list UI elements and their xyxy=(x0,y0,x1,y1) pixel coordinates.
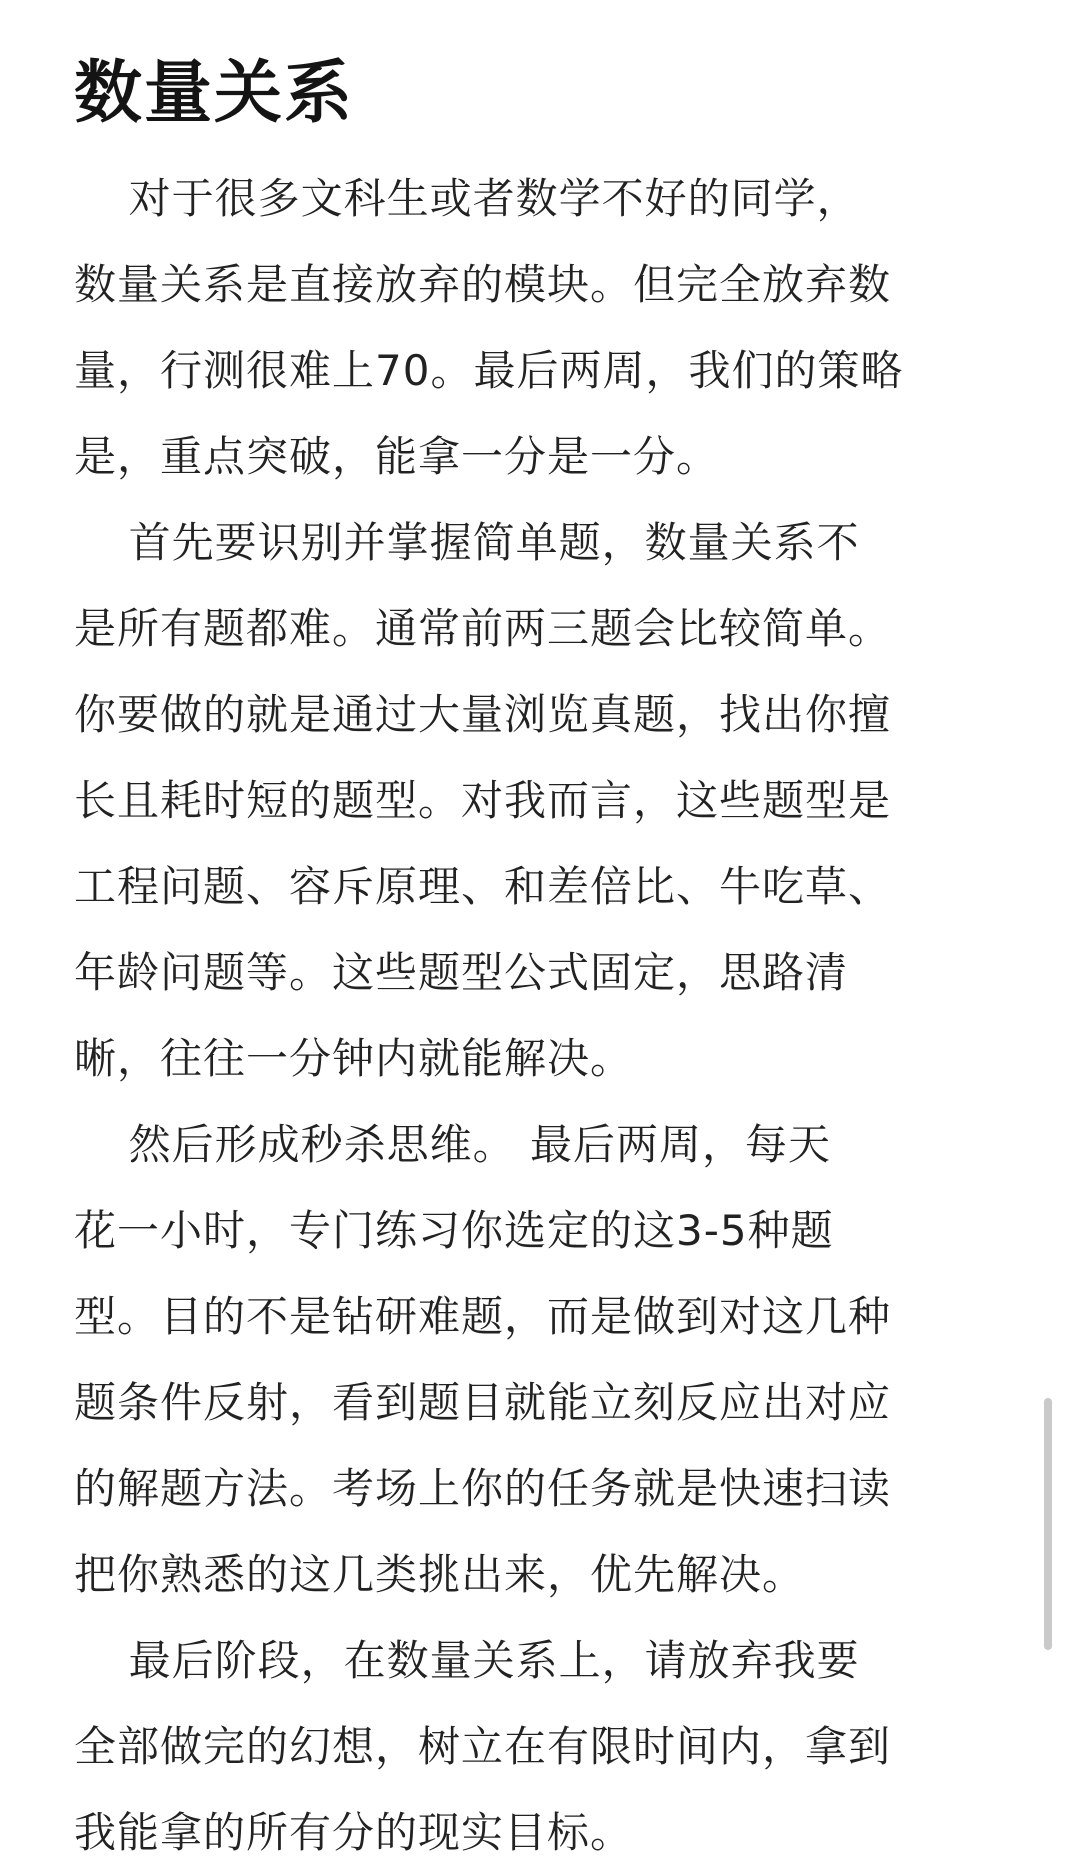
text-line: 然后形成秒杀思维。 最后两周，每天 xyxy=(128,1120,831,1169)
text-line: 花一小时，专门练习你选定的这3-5种题 xyxy=(74,1206,834,1255)
paragraph-3 xyxy=(74,1102,1014,1618)
article-title: 数量关系 xyxy=(74,54,355,133)
text-line: 长且耗时短的题型。对我而言，这些题型是 xyxy=(74,776,892,825)
text-line: 你要做的就是通过大量浏览真题，找出你擅 xyxy=(74,690,892,739)
text-line: 我能拿的所有分的现实目标。 xyxy=(74,1808,634,1857)
text-line: 数量关系是直接放弃的模块。但完全放弃数 xyxy=(74,260,892,309)
text-line: 对于很多文科生或者数学不好的同学， xyxy=(128,174,860,223)
text-line: 的解题方法。考场上你的任务就是快速扫读 xyxy=(74,1464,892,1513)
text-line: 工程问题、容斥原理、和差倍比、牛吃草、 xyxy=(74,862,892,911)
text-line: 题条件反射，看到题目就能立刻反应出对应 xyxy=(74,1378,892,1427)
text-line: 是，重点突破，能拿一分是一分。 xyxy=(74,432,720,481)
text-line: 首先要识别并掌握简单题，数量关系不 xyxy=(128,518,860,567)
article xyxy=(74,44,1014,1876)
text-line: 年龄问题等。这些题型公式固定，思路清 xyxy=(74,948,849,997)
paragraph-1 xyxy=(74,156,1014,500)
vertical-scrollbar[interactable] xyxy=(1044,1398,1052,1650)
text-line: 型。目的不是钻研难题，而是做到对这几种 xyxy=(74,1292,892,1341)
text-line: 最后阶段，在数量关系上，请放弃我要 xyxy=(128,1636,860,1685)
text-line: 晰，往往一分钟内就能解决。 xyxy=(74,1034,634,1083)
text-line: 全部做完的幻想，树立在有限时间内，拿到 xyxy=(74,1722,892,1771)
paragraph-2 xyxy=(74,500,1014,1102)
paragraph-4 xyxy=(74,1618,1014,1876)
text-line: 量，行测很难上70。最后两周，我们的策略 xyxy=(74,346,904,395)
text-line: 是所有题都难。通常前两三题会比较简单。 xyxy=(74,604,892,653)
text-line: 把你熟悉的这几类挑出来，优先解决。 xyxy=(74,1550,806,1599)
